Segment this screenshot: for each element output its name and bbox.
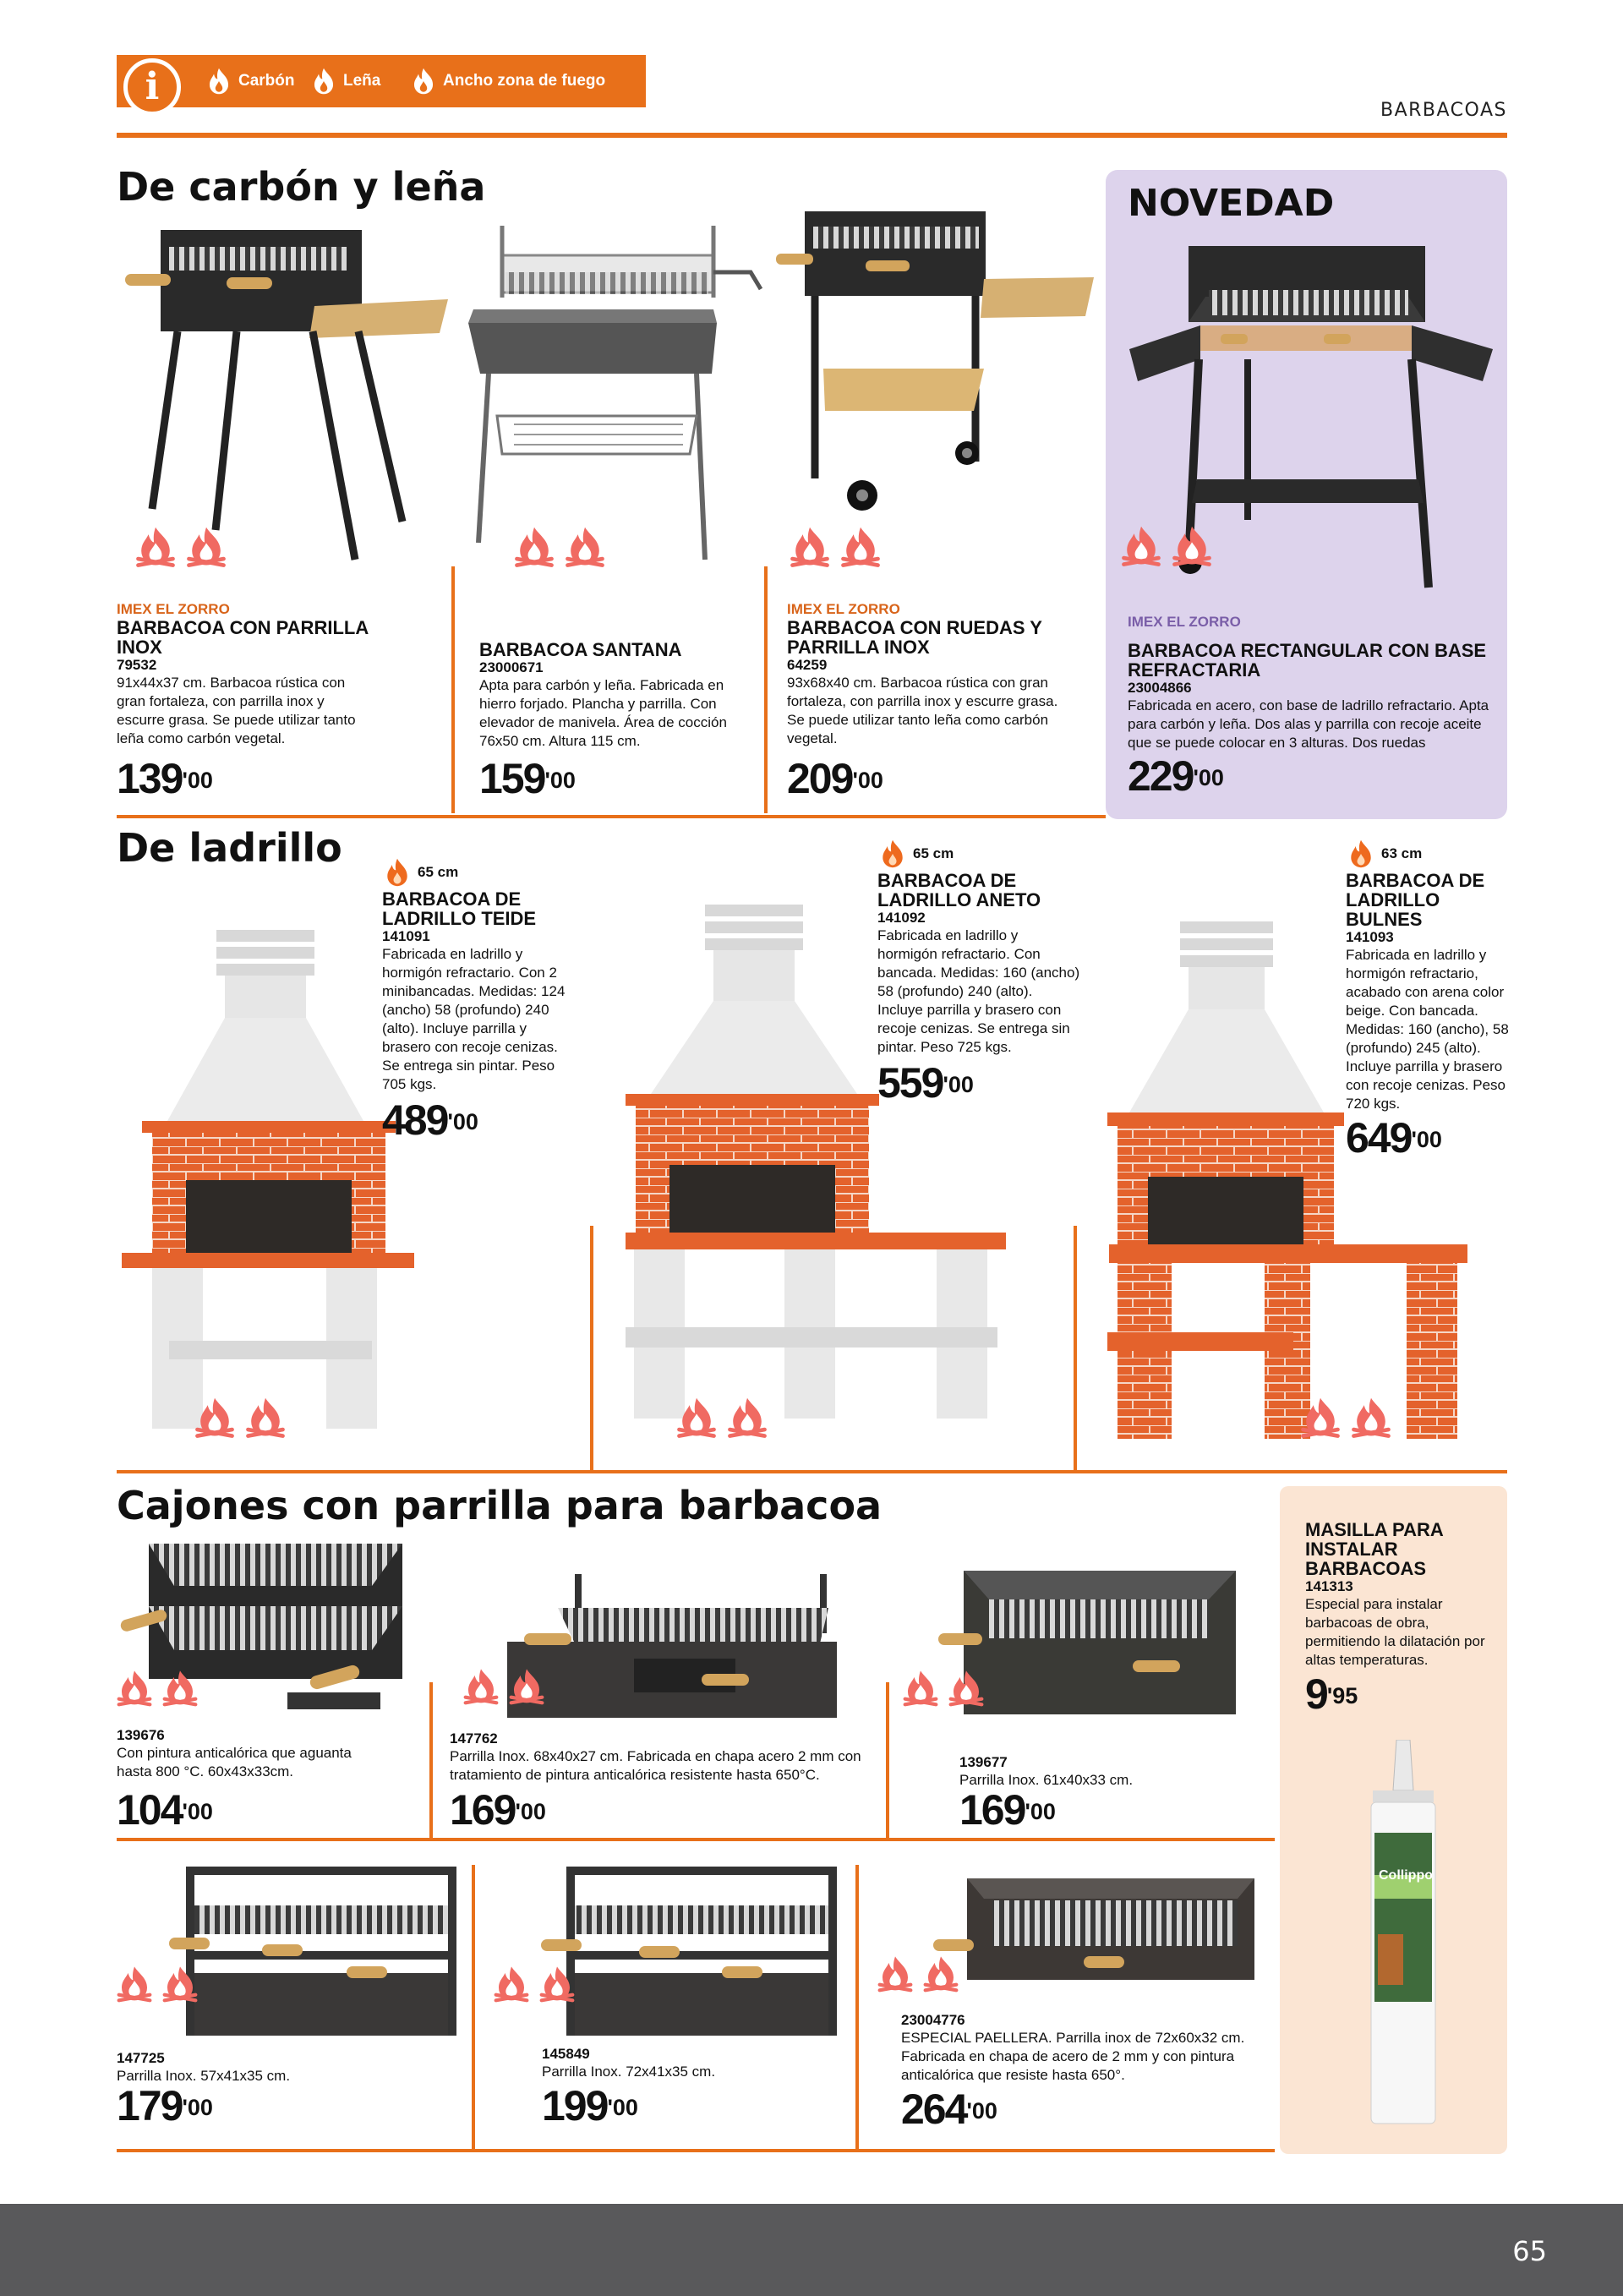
product-desc: Parrilla Inox. 68x40x27 cm. Fabricada en chapa acero 2 mm con tratamiento de pintura anticalórica resistente hasta 650°C.	[450, 1748, 861, 1783]
carbon-flame-icon	[191, 1395, 238, 1442]
product-name: BARBACOA CON RUEDAS Y PARRILLA INOX	[787, 617, 1042, 658]
legend-item-lena: Leña	[309, 67, 380, 96]
product-desc: ESPECIAL PAELLERA. Parrilla inox de 72x60x32 cm. Fabricada en chapa de acero de 2 mm y con pintura anticalórica que resiste hasta 650°.	[901, 2030, 1245, 2083]
product-price: $104^{'00}$	[117, 1786, 213, 1834]
product-card-147762	[450, 1730, 889, 1785]
product-image-con-ruedas	[773, 208, 1102, 538]
product-desc: Fabricada en ladrillo y hormigón refractario. Con bancada. Medidas: 160 (ancho) 58 (profundo) 240 (alto). Incluye parrilla y brasero con recoje cenizas. Se entrega sin pintar. Peso 725 kgs.	[877, 927, 1080, 1055]
column-divider	[855, 1865, 859, 2151]
product-card-teide	[382, 856, 577, 1144]
column-divider	[472, 1865, 475, 2151]
fuel-icons	[899, 1667, 987, 1711]
header-rule	[117, 133, 1507, 138]
masilla-card	[1280, 1486, 1507, 2154]
fuel-icons	[132, 524, 230, 571]
product-code: 141093	[1346, 929, 1394, 945]
legend-bar	[117, 55, 646, 107]
carbon-flame-icon	[1297, 1395, 1344, 1442]
row-rule	[117, 1838, 1275, 1841]
fire-zone-width: 65 cm	[382, 856, 577, 889]
product-card-bulnes	[1346, 837, 1515, 1162]
product-name: MASILLA PARA INSTALAR BARBACOAS	[1305, 1519, 1443, 1579]
product-price: $264^{'00}$	[901, 2086, 997, 2133]
product-name: BARBACOA RECTANGULAR CON BASE REFRACTARIA	[1128, 640, 1487, 681]
footer-bar	[0, 2204, 1623, 2296]
fuel-icons	[191, 1395, 289, 1442]
product-name: BARBACOA DE LADRILLO TEIDE	[382, 888, 537, 929]
fuel-icons	[786, 524, 884, 571]
product-price: $179^{'00}$	[117, 2082, 213, 2129]
fuel-icons	[511, 524, 609, 571]
product-card-aneto	[877, 837, 1080, 1107]
product-image-santana	[463, 221, 768, 568]
column-divider	[451, 566, 455, 813]
legend-item-carbon: Carbón	[205, 67, 295, 96]
product-card-145849	[542, 2046, 812, 2081]
carbon-flame-icon	[511, 524, 558, 571]
column-divider	[1074, 1226, 1077, 1471]
section-title-ladrillo: De ladrillo	[117, 825, 342, 871]
novedad-card	[1106, 170, 1507, 819]
product-desc: Apta para carbón y leña. Fabricada en hierro forjado. Plancha y parrilla. Con elevador de manivela. Área de cocción 76x50 cm. Altura 115 cm.	[479, 677, 727, 749]
product-desc: Especial para instalar barbacoas de obra, permitiendo la dilatación por altas temperaturas.	[1305, 1596, 1485, 1668]
lena-flame-icon	[159, 1963, 201, 2007]
product-code: 23004866	[1128, 680, 1192, 696]
column-divider	[764, 566, 768, 813]
product-brand	[479, 601, 733, 620]
product-name: BARBACOA CON PARRILLA INOX	[117, 617, 369, 658]
carbon-flame-icon	[460, 1665, 502, 1709]
product-image-teide	[118, 927, 423, 1451]
row-rule	[117, 2149, 1275, 2152]
section-rule	[117, 815, 1106, 818]
product-price: $199^{'00}$	[542, 2082, 638, 2129]
product-image-145849	[541, 1863, 845, 2058]
product-name: BARBACOA SANTANA	[479, 639, 682, 660]
product-code: 64259	[787, 657, 828, 673]
flame-icon	[1346, 837, 1376, 871]
product-image-147762	[507, 1574, 845, 1726]
product-code: 145849	[542, 2046, 590, 2062]
lena-flame-icon	[1347, 1395, 1395, 1442]
fuel-icons	[1297, 1395, 1395, 1442]
fuel-icons	[490, 1963, 578, 2007]
product-brand: IMEX EL ZORRO	[1128, 614, 1241, 630]
product-brand: IMEX EL ZORRO	[117, 601, 230, 617]
carbon-flame-icon	[132, 524, 179, 571]
carbon-flame-icon	[490, 1963, 533, 2007]
lena-flame-icon	[561, 524, 609, 571]
section-label: BARBACOAS	[1380, 100, 1507, 121]
fuel-icons	[874, 1953, 962, 1997]
product-card-santana	[479, 601, 733, 751]
product-code: 23004776	[901, 2012, 965, 2028]
flame-icon	[205, 67, 233, 96]
product-brand: IMEX EL ZORRO	[787, 601, 900, 617]
tube-brand: Collippo	[1379, 1868, 1433, 1883]
product-desc: 93x68x40 cm. Barbacoa rústica con gran fortaleza, con parrilla inox y escurre grasa. Se puede utilizar tanto leña como carbón vegetal.	[787, 675, 1058, 746]
product-price: $139^{'00}$	[117, 755, 213, 802]
product-code: 141313	[1305, 1578, 1353, 1594]
product-code: 79532	[117, 657, 157, 673]
product-price: $229^{'00}$	[1128, 752, 1224, 800]
product-price: $209^{'00}$	[787, 755, 883, 802]
info-icon: i	[123, 58, 181, 116]
carbon-flame-icon	[1118, 523, 1165, 571]
fuel-icons	[113, 1963, 201, 2007]
product-code: 147725	[117, 2050, 165, 2066]
section-title-cajones: Cajones con parrilla para barbacoa	[117, 1483, 883, 1528]
carbon-flame-icon	[673, 1395, 720, 1442]
product-card-parrilla-inox	[117, 601, 370, 748]
lena-flame-icon	[183, 524, 230, 571]
product-code: 139677	[959, 1754, 1008, 1770]
carbon-flame-icon	[113, 1667, 156, 1711]
lena-flame-icon	[945, 1667, 987, 1711]
product-code: 139676	[117, 1727, 165, 1743]
column-divider	[590, 1226, 593, 1471]
product-price: $9^{'95}$	[1305, 1670, 1358, 1718]
sealant-tube-image	[1361, 1740, 1445, 2129]
product-desc: Parrilla Inox. 61x40x33 cm.	[959, 1772, 1134, 1788]
carbon-flame-icon	[899, 1667, 942, 1711]
fuel-icons	[1118, 523, 1216, 571]
lena-flame-icon	[724, 1395, 771, 1442]
product-desc: Con pintura anticalórica que aguanta hasta 800 °C. 60x43x33cm.	[117, 1745, 352, 1779]
product-image-parrilla-inox	[118, 221, 456, 568]
lena-flame-icon	[159, 1667, 201, 1711]
product-price: $169^{'00}$	[450, 1786, 546, 1834]
masilla-info	[1305, 1519, 1500, 1718]
product-name: BARBACOA DE LADRILLO BULNES	[1346, 870, 1485, 930]
product-card-con-ruedas	[787, 601, 1074, 748]
product-price: $489^{'00}$	[382, 1096, 478, 1144]
product-card-147725	[117, 2050, 387, 2086]
product-desc: Parrilla Inox. 72x41x35 cm.	[542, 2064, 716, 2080]
product-code: 147762	[450, 1730, 498, 1747]
product-price: $559^{'00}$	[877, 1059, 974, 1107]
product-card-139676	[117, 1727, 387, 1781]
legend-item-ancho: Ancho zona de fuego	[409, 67, 605, 96]
product-desc: 91x44x37 cm. Barbacoa rústica con gran fortaleza, con parrilla inox y escurre grasa. Se puede utilizar tanto leña como carbón vegetal.	[117, 675, 356, 746]
carbon-flame-icon	[113, 1963, 156, 2007]
novedad-badge: NOVEDAD	[1128, 182, 1335, 225]
product-code: 141091	[382, 928, 430, 944]
product-price: $169^{'00}$	[959, 1786, 1056, 1834]
flame-icon	[877, 837, 908, 871]
product-name: BARBACOA DE LADRILLO ANETO	[877, 870, 1041, 910]
fuel-icons	[113, 1667, 201, 1711]
product-image-147725	[169, 1863, 465, 2058]
product-desc: Parrilla Inox. 57x41x35 cm.	[117, 2068, 291, 2084]
product-price: $159^{'00}$	[479, 755, 576, 802]
product-desc: Fabricada en acero, con base de ladrillo refractario. Apta para carbón y leña. Dos alas y parrilla con recoje aceite que se puede colocar en 3 alturas. Dos ruedas	[1128, 697, 1489, 751]
section-title-carbon: De carbón y leña	[117, 164, 486, 210]
section-rule	[117, 1470, 1507, 1473]
flame-icon	[409, 67, 438, 96]
product-desc: Fabricada en ladrillo y hormigón refractario, acabado con arena color beige. Con bancada. Medidas: 160 (ancho), 58 (profundo) 245 (alto). Incluye parrilla y brasero con recoje cenizas. Peso 720 kgs.	[1346, 947, 1509, 1112]
product-code: 23000671	[479, 659, 544, 675]
fuel-icons	[460, 1665, 548, 1709]
product-price: $649^{'00}$	[1346, 1114, 1442, 1162]
product-card-139677	[959, 1754, 1213, 1790]
product-card-23004776	[901, 2012, 1273, 2085]
product-image-23004776	[933, 1865, 1254, 2034]
page-number: 65	[1512, 2235, 1547, 2267]
flame-icon	[309, 67, 338, 96]
fire-zone-width: 63 cm	[1346, 837, 1515, 871]
product-code: 141092	[877, 910, 926, 926]
lena-flame-icon	[505, 1665, 548, 1709]
lena-flame-icon	[536, 1963, 578, 2007]
novedad-info	[1128, 614, 1500, 752]
lena-flame-icon	[920, 1953, 962, 1997]
carbon-flame-icon	[786, 524, 833, 571]
column-divider	[429, 1682, 433, 1840]
column-divider	[886, 1682, 889, 1840]
lena-flame-icon	[242, 1395, 289, 1442]
fire-zone-width: 65 cm	[877, 837, 1080, 871]
lena-flame-icon	[837, 524, 884, 571]
fuel-icons	[673, 1395, 771, 1442]
lena-flame-icon	[1168, 523, 1216, 571]
flame-icon	[382, 856, 413, 889]
carbon-flame-icon	[874, 1953, 916, 1997]
product-desc: Fabricada en ladrillo y hormigón refractario. Con 2 minibancadas. Medidas: 124 (ancho) 58 (profundo) 240 (alto). Incluye parrilla y brasero con recoje cenizas. Se entrega sin pintar. Peso 705 kgs.	[382, 946, 566, 1092]
